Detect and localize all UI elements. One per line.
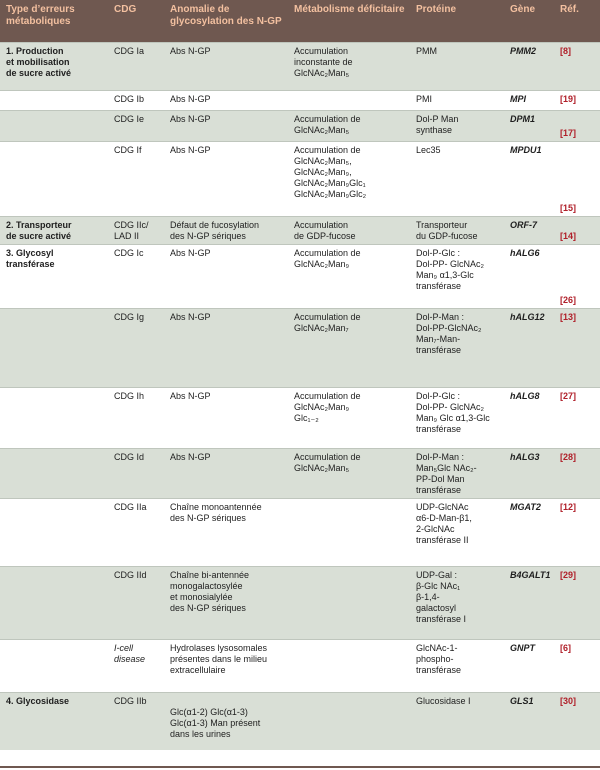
cdg-cell [108,498,164,566]
cdg-cell-line: CDG Ie [114,113,145,124]
cdg-cell-line: CDG Ih [114,390,145,401]
proteine-cell-line: phospho- [416,653,454,664]
proteine-cell [410,42,504,90]
type-cell-line: 4. Glycosidase [6,695,70,706]
proteine-cell [410,308,504,387]
reference-cell[interactable] [554,216,600,244]
reference-link[interactable]: [27] [560,390,577,401]
proteine-cell-line: β-1,4- [416,591,440,602]
header-ref: Réf. [554,0,600,42]
type-cell [0,216,108,244]
proteine-cell-line: transférase [416,484,462,495]
table-row [0,566,600,639]
metabolisme-cell-line: GlcNAc₂Man₇ [294,322,349,333]
metabolisme-cell-line: Accumulation de [294,451,361,462]
cdg-cell [108,110,164,141]
bottom-rule [0,766,600,768]
cdg-cell [108,308,164,387]
table-row [0,387,600,448]
anomalie-cell [164,141,288,216]
reference-cell[interactable] [554,692,600,750]
cdg-cell-line: CDG Id [114,451,145,462]
proteine-cell-line: β-Glc NAc₁ [416,580,461,591]
cdg-cell-line: CDG Ia [114,45,145,56]
cdg-cell-line: CDG Ib [114,93,145,104]
metabolisme-cell-line: Accumulation [294,45,349,56]
metabolisme-cell-line: Accumulation de [294,390,361,401]
metabolisme-cell-line: Accumulation [294,219,349,230]
type-cell [0,141,108,216]
type-cell-line: 3. Glycosyl [6,247,54,258]
metabolisme-cell-line: inconstante de [294,56,353,67]
proteine-cell-line: 2-GlcNAc [416,523,455,534]
metabolisme-cell [288,308,410,387]
table-row [0,141,600,216]
type-cell [0,244,108,308]
anomalie-cell-line: Abs N-GP [170,451,211,462]
reference-cell[interactable] [554,387,600,448]
anomalie-cell-line: présentes dans le milieu [170,653,268,664]
metabolisme-cell-line: GlcNAc₂Man₉ [294,401,350,412]
cdg-cell-line: CDG If [114,144,142,155]
gene-cell-line: MPI [510,93,527,104]
anomalie-cell-line: Chaîne monoantennée [170,501,262,512]
metabolisme-cell [288,448,410,498]
anomalie-cell [164,90,288,110]
metabolisme-cell-line: GlcNAc₂Man₉ [294,258,350,269]
gene-cell [504,308,554,387]
proteine-cell [410,141,504,216]
cdg-cell-line: I-cell [114,642,134,653]
anomalie-cell-line [170,696,284,707]
proteine-cell-line: Dol-PP- GlcNAc₂ [416,258,485,269]
cdg-cell-line: CDG IIa [114,501,147,512]
proteine-cell-line: transférase [416,344,462,355]
metabolisme-cell [288,566,410,639]
anomalie-cell-line: des N-GP sériques [170,512,246,523]
gene-cell-line: B4GALT1 [510,569,551,580]
proteine-cell [410,216,504,244]
proteine-cell [410,566,504,639]
metabolisme-cell-line: de GDP-fucose [294,230,356,241]
cdg-cell [108,42,164,90]
metabolisme-cell [288,692,410,750]
metabolisme-cell-line: GlcNAc₂Man₉Glc₂ [294,188,367,199]
gene-cell-line: GLS1 [510,695,534,706]
metabolisme-cell [288,216,410,244]
gene-cell [504,42,554,90]
reference-cell[interactable] [554,110,600,141]
proteine-cell-line: du GDP-fucose [416,230,478,241]
reference-cell[interactable] [554,244,600,308]
reference-link[interactable]: [12] [560,501,577,512]
table-row [0,216,600,244]
anomalie-cell [164,566,288,639]
gene-cell-line: hALG8 [510,390,540,401]
type-cell-line: 2. Transporteur [6,219,72,230]
type-cell [0,90,108,110]
type-cell [0,110,108,141]
gene-cell-line: PMM2 [510,45,537,56]
table-row [0,639,600,692]
reference-cell[interactable] [554,90,600,110]
anomalie-cell [164,692,288,750]
anomalie-cell-line: des N-GP sériques [170,230,246,241]
metabolisme-cell-line: Accumulation de [294,247,361,258]
metabolisme-cell [288,387,410,448]
proteine-cell-line: Dol-P Man [416,113,459,124]
type-cell-line: de sucre activé [6,67,72,78]
reference-link[interactable]: [30] [560,695,577,706]
anomalie-cell [164,639,288,692]
anomalie-cell-line: Hydrolases lysosomales [170,642,268,653]
anomalie-cell-line: dans les urines [170,728,231,739]
type-cell [0,42,108,90]
gene-cell [504,141,554,216]
cdg-cell-line: CDG IIc/ [114,219,149,230]
proteine-cell-line: transférase II [416,534,469,545]
proteine-cell-line: Man₅Glc NAc₂- [416,462,477,473]
anomalie-cell-line: des N-GP sériques [170,602,246,613]
reference-link[interactable]: [13] [560,311,577,322]
cdg-cell [108,639,164,692]
anomalie-cell [164,110,288,141]
table-row [0,308,600,387]
metabolisme-cell-line: GlcNAc₂Man₅ [294,124,350,135]
reference-link[interactable]: [15] [560,202,577,213]
cdg-cell [108,90,164,110]
proteine-cell-line: Dol-P-Glc : [416,247,461,258]
table-row [0,42,600,90]
metabolisme-cell-line: Accumulation de [294,311,361,322]
anomalie-cell-line: Abs N-GP [170,311,211,322]
proteine-cell [410,244,504,308]
anomalie-cell [164,387,288,448]
reference-cell[interactable] [554,498,600,566]
anomalie-cell [164,42,288,90]
gene-cell [504,387,554,448]
proteine-cell-line: galactosyl [416,602,457,613]
anomalie-cell [164,498,288,566]
proteine-cell-line: PMI [416,93,433,104]
anomalie-cell-line: Glc(α1-2) Glc(α1-3) [170,706,248,717]
cdg-cell [108,216,164,244]
anomalie-cell [164,448,288,498]
header-proteine: Protéine [410,0,504,42]
gene-cell [504,566,554,639]
proteine-cell [410,498,504,566]
type-cell [0,566,108,639]
gene-cell [504,244,554,308]
table-body [0,42,600,750]
type-cell [0,387,108,448]
gene-cell [504,639,554,692]
proteine-cell [410,692,504,750]
proteine-cell-line: transférase [416,280,462,291]
cdg-cell-line: CDG IId [114,569,147,580]
table-row [0,448,600,498]
gene-cell [504,216,554,244]
proteine-cell [410,90,504,110]
type-cell [0,692,108,750]
cdg-cell [108,448,164,498]
proteine-cell-line: PMM [416,45,437,56]
metabolisme-cell [288,42,410,90]
table-row [0,90,600,110]
anomalie-cell [164,216,288,244]
gene-cell-line: hALG3 [510,451,540,462]
proteine-cell-line: Transporteur [416,219,468,230]
metabolisme-cell-line: GlcNAc₂Man₉Glc₁ [294,177,366,188]
proteine-cell-line: synthase [416,124,453,135]
metabolisme-cell-line: Accumulation de [294,113,361,124]
reference-link[interactable]: [26] [560,294,577,305]
gene-cell [504,448,554,498]
gene-cell [504,692,554,750]
gene-cell-line: DPM1 [510,113,536,124]
metabolisme-cell-line: GlcNAc₂Man₉, [294,166,352,177]
proteine-cell-line: UDP-GlcNAc [416,501,469,512]
gene-cell-line: MGAT2 [510,501,541,512]
cdg-cell [108,566,164,639]
cdg-cell [108,141,164,216]
gene-cell-line: hALG12 [510,311,545,322]
reference-link[interactable]: [28] [560,451,577,462]
anomalie-cell-line: Abs N-GP [170,93,211,104]
header-gene: Gène [504,0,554,42]
anomalie-cell-line: Abs N-GP [170,390,211,401]
metabolisme-cell-line: GlcNAc₂Man₅, [294,155,352,166]
type-cell [0,639,108,692]
gene-cell [504,110,554,141]
gene-cell [504,498,554,566]
metabolisme-cell [288,90,410,110]
proteine-cell-line: transférase [416,664,462,675]
reference-link[interactable]: [6] [560,642,571,653]
reference-link[interactable]: [8] [560,45,571,56]
proteine-cell-line: Dol-P-Man : [416,311,465,322]
proteine-cell-line: Glucosidase I [416,695,471,706]
anomalie-cell-line: Glc(α1-3) Man présent [170,717,261,728]
proteine-cell [410,448,504,498]
anomalie-cell-line: et monosialylée [170,591,233,602]
anomalie-cell-line: Abs N-GP [170,113,211,124]
reference-cell[interactable] [554,448,600,498]
table-row [0,692,600,750]
header-row [0,0,600,42]
reference-link[interactable]: [14] [560,230,577,241]
reference-cell[interactable] [554,141,600,216]
proteine-cell-line: Man₉ Glc α1,3-Glc [416,412,490,423]
proteine-cell-line: Dol-PP-GlcNAc₂ [416,322,482,333]
metabolisme-cell [288,244,410,308]
reference-cell[interactable] [554,42,600,90]
cdg-cell-line: CDG IIb [114,695,147,706]
reference-link[interactable]: [17] [560,127,577,138]
anomalie-cell-line: monogalactosylée [170,580,243,591]
cdg-cell-line: CDG Ig [114,311,145,322]
type-cell-line: de sucre activé [6,230,72,241]
metabolisme-cell [288,141,410,216]
metabolisme-cell [288,639,410,692]
proteine-cell-line: GlcNAc-1- [416,642,458,653]
type-cell-line: et mobilisation [6,56,70,67]
table-row [0,244,600,308]
anomalie-cell-line: Chaîne bi-antennée [170,569,250,580]
type-cell [0,448,108,498]
anomalie-cell-line: Abs N-GP [170,45,211,56]
anomalie-cell-line: Abs N-GP [170,144,211,155]
reference-cell[interactable] [554,308,600,387]
header-metabolisme: Métabolisme déficitaire [288,0,410,42]
proteine-cell-line: α6-D-Man-β1, [416,512,472,523]
reference-cell[interactable] [554,566,600,639]
metabolisme-cell-line: GlcNAc₂Man₅ [294,462,350,473]
type-cell [0,498,108,566]
cdg-cell [108,387,164,448]
proteine-cell-line: Lec35 [416,144,441,155]
gene-cell-line: hALG6 [510,247,540,258]
proteine-cell-line: Dol-P-Glc : [416,390,461,401]
cdg-cell-line: LAD II [114,230,140,241]
proteine-cell-line: Dol-PP- GlcNAc₂ [416,401,485,412]
gene-cell-line: MPDU1 [510,144,542,155]
anomalie-cell-line: extracellulaire [170,664,226,675]
proteine-cell-line: transférase I [416,613,467,624]
proteine-cell-line: UDP-Gal : [416,569,458,580]
reference-link[interactable]: [19] [560,93,577,104]
metabolisme-cell [288,110,410,141]
cdg-cell [108,244,164,308]
gene-cell [504,90,554,110]
reference-link[interactable]: [29] [560,569,577,580]
gene-cell-line: GNPT [510,642,536,653]
anomalie-cell [164,244,288,308]
cdg-cell-line: CDG Ic [114,247,144,258]
anomalie-cell [164,308,288,387]
type-cell-line: 1. Production [6,45,64,56]
anomalie-cell-line: Abs N-GP [170,247,211,258]
proteine-cell-line: PP-Dol Man [416,473,465,484]
proteine-cell-line: Man₉ α1,3-Glc [416,269,474,280]
reference-cell[interactable] [554,639,600,692]
type-cell [0,308,108,387]
proteine-cell [410,387,504,448]
gene-cell-line: ORF-7 [510,219,537,230]
metabolisme-cell-line: Glc₁₋₂ [294,412,319,423]
metabolisme-cell-line: Accumulation de [294,144,361,155]
cdg-cell-line: disease [114,653,146,664]
header-anomalie: Anomalie de glycosylation des N-GP [164,0,288,42]
proteine-cell [410,639,504,692]
type-cell-line: transférase [6,258,55,269]
proteine-cell-line: transférase [416,423,462,434]
proteine-cell [410,110,504,141]
header-type: Type d’erreurs métaboliques [0,0,108,42]
anomalie-cell-line: Défaut de fucosylation [170,219,260,230]
header-cdg: CDG [108,0,164,42]
proteine-cell-line: Dol-P-Man : [416,451,465,462]
proteine-cell-line: Man₇-Man- [416,333,461,344]
metabolisme-cell-line: GlcNAc₂Man₅ [294,67,350,78]
cdg-cell [108,692,164,750]
table-row [0,498,600,566]
table-row [0,110,600,141]
metabolisme-cell [288,498,410,566]
